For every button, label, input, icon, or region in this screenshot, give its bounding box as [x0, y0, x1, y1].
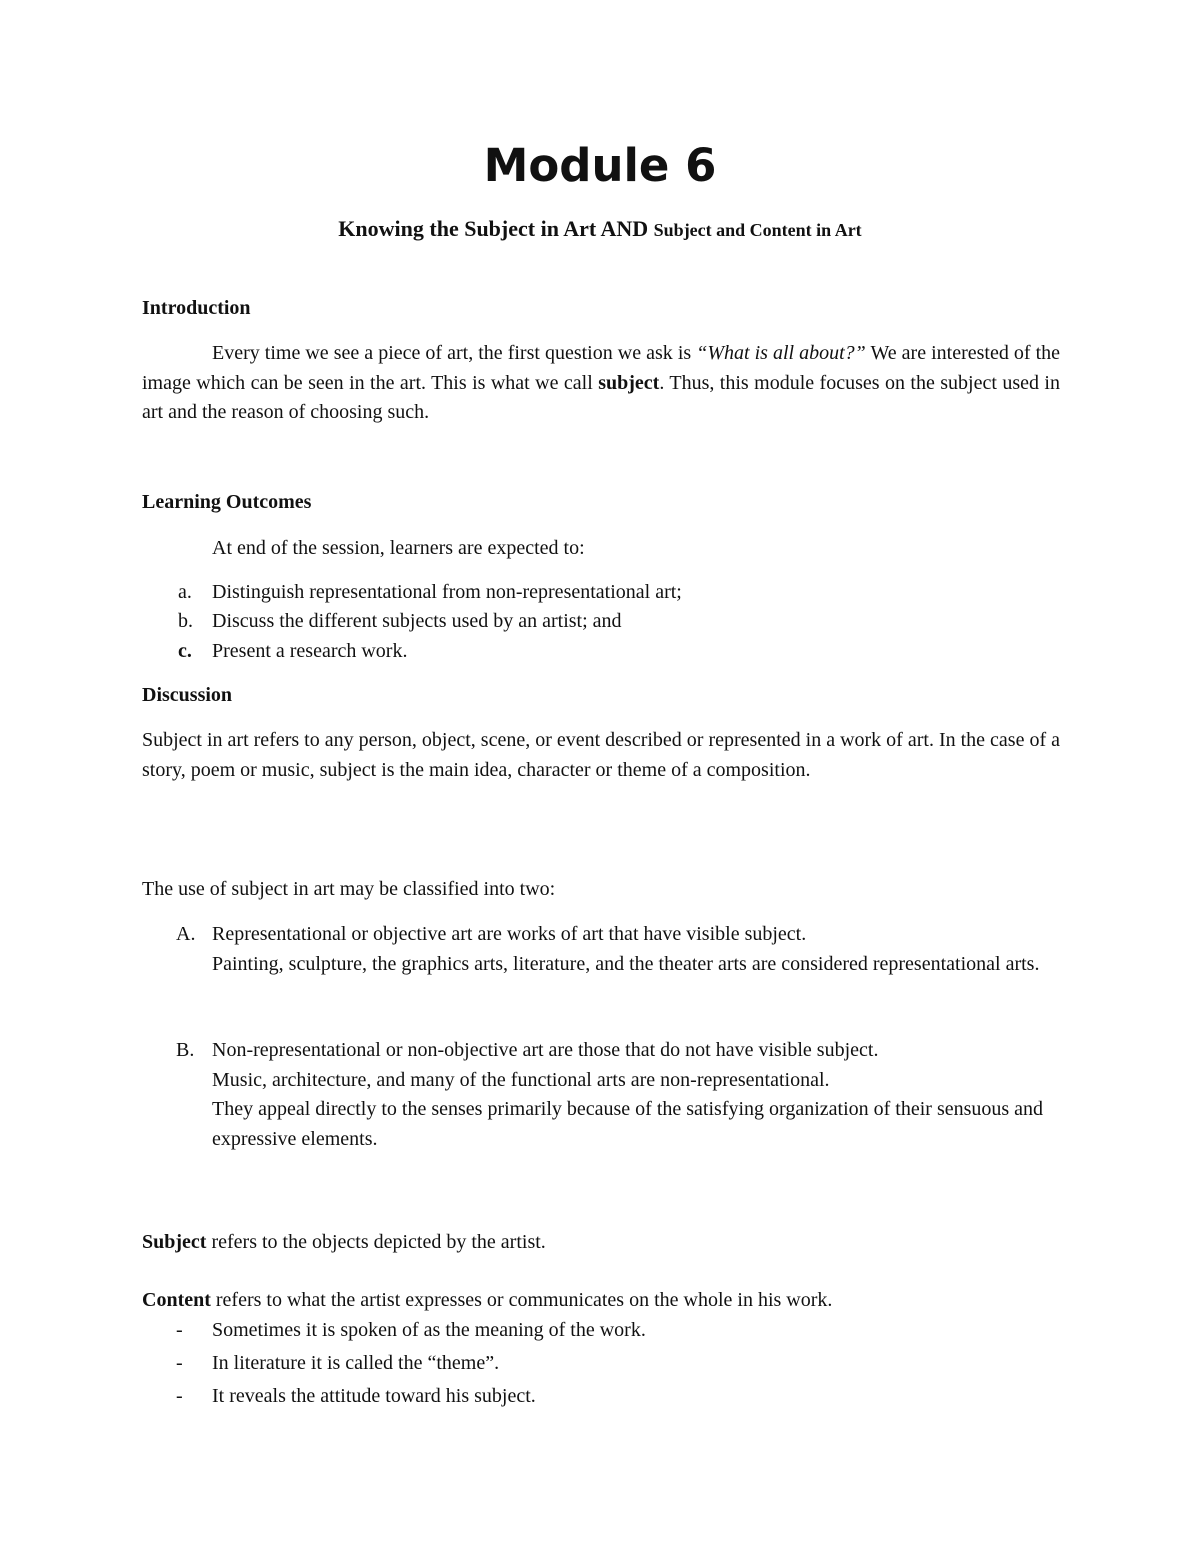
art-type-line: Music, architecture, and many of the functional arts are non-representational. [212, 1068, 830, 1091]
art-type-line: Non-representational or non-objective art are those that do not have visible subject. [212, 1039, 879, 1061]
content-point-text: In literature it is called the “theme”. [212, 1352, 500, 1374]
subject-definition [142, 1228, 1060, 1258]
outcome-item [178, 607, 1072, 637]
content-point [176, 1349, 1072, 1379]
outcome-item [178, 637, 1072, 667]
outcome-text: Discuss the different subjects used by an artist; and [212, 610, 622, 632]
learning-outcomes-lead: At end of the session, learners are expected to: [212, 537, 585, 559]
discussion-heading: Discussion [142, 684, 233, 706]
dash-marker: - [176, 1385, 183, 1407]
outcome-marker: a. [178, 581, 192, 603]
content-def-text: refers to what the artist expresses or communicates on the whole in his work. [215, 1289, 833, 1311]
outcome-item [178, 578, 1072, 608]
subject-term: Subject [142, 1231, 207, 1253]
outcome-marker: c. [178, 640, 192, 662]
art-type-marker: B. [176, 1039, 195, 1061]
learning-outcomes-heading: Learning Outcomes [142, 491, 312, 513]
intro-text-1: Every time we see a piece of art, the first question we ask is [212, 342, 692, 364]
outcome-marker: b. [178, 610, 193, 632]
discussion-paragraph: Subject in art refers to any person, object, scene, or event described or represented in a work of art. In the case of a story, poem or music, subject is the main idea, character or theme of a composition. [142, 729, 1060, 781]
intro-text-2: We are interested of the image which can be seen in the art. This is what we call [142, 342, 1061, 394]
outcome-text: Distinguish representational from non-representational art; [212, 581, 682, 603]
art-type-line: They appeal directly to the senses primarily because of the satisfying organization of their sensuous and expressive elements. [212, 1098, 1044, 1150]
art-type-line: Painting, sculpture, the graphics arts, literature, and the theater arts are considered representational arts. [212, 952, 1040, 975]
introduction-heading: Introduction [142, 297, 251, 319]
content-definition [142, 1286, 1060, 1316]
subtitle-small: Subject and Content in Art [653, 220, 862, 240]
page-subtitle [0, 214, 1200, 245]
content-term: Content [142, 1289, 211, 1311]
content-point [176, 1316, 1072, 1346]
subject-def-text: refers to the objects depicted by the artist. [211, 1231, 546, 1253]
outcome-text: Present a research work. [212, 640, 408, 662]
subtitle-main: Knowing the Subject in Art AND [338, 216, 649, 241]
art-type-a [176, 920, 1072, 979]
content-point-text: Sometimes it is spoken of as the meaning of the work. [212, 1319, 646, 1341]
content-point [176, 1382, 1072, 1412]
art-type-marker: A. [176, 923, 196, 945]
intro-bold-subject: subject [598, 371, 660, 394]
classification-intro: The use of subject in art may be classified into two: [142, 878, 556, 900]
dash-marker: - [176, 1319, 183, 1341]
intro-quote: “What is all about?” [696, 342, 866, 364]
dash-marker: - [176, 1352, 183, 1374]
page-title: Module 6 [483, 139, 717, 192]
art-type-b [176, 1036, 1072, 1154]
content-point-text: It reveals the attitude toward his subject. [212, 1385, 536, 1407]
intro-text-3: . Thus, this module focuses on the subject used in art and the reason of choosing such. [142, 371, 1060, 423]
art-type-line: Representational or objective art are works of art that have visible subject. [212, 923, 807, 945]
introduction-paragraph [142, 339, 1060, 428]
